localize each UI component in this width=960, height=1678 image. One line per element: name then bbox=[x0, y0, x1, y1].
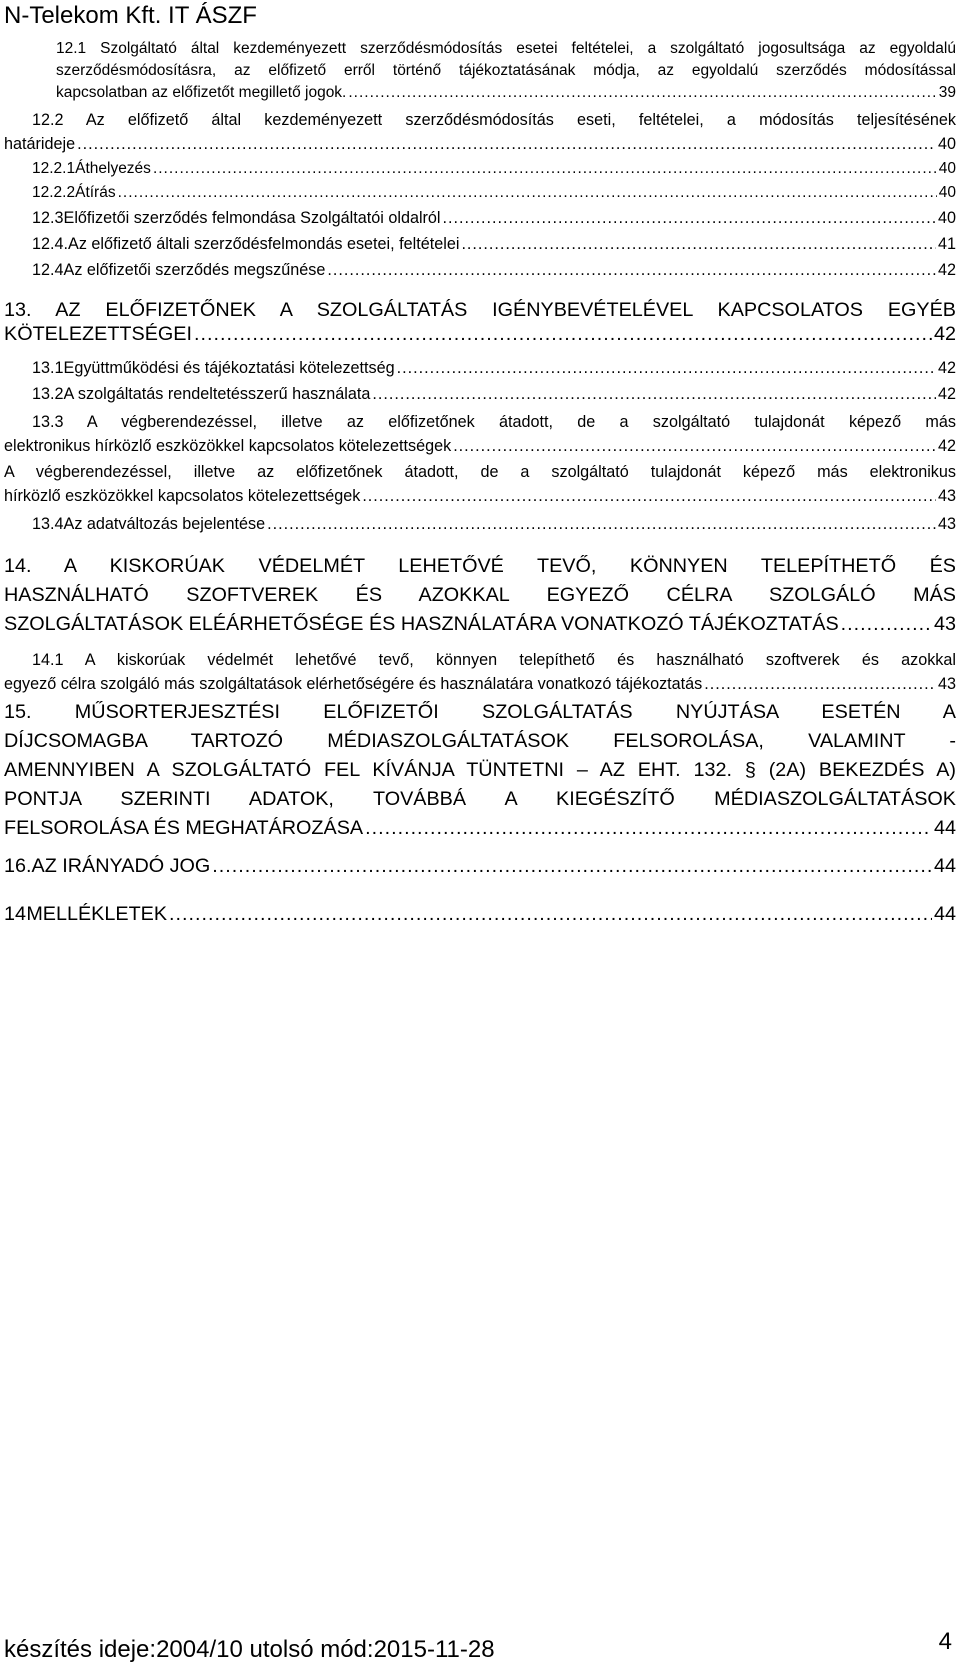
toc-entry-title: A szolgáltatás rendeltetésszerű használata bbox=[63, 385, 371, 403]
toc-leader-dots bbox=[461, 232, 936, 256]
toc-page-number: 40 bbox=[938, 160, 956, 177]
toc-page-number: 42 bbox=[933, 323, 956, 345]
toc-page-number: 40 bbox=[937, 135, 956, 153]
toc-entry-12-2[interactable] bbox=[4, 108, 956, 156]
toc-entry-line: 12.2 Az előfizető által kezdeményezett szerződésmódosítás eseti, feltételei, a módosítás teljesítésének bbox=[32, 111, 956, 129]
toc-page-number: 42 bbox=[937, 385, 956, 403]
toc-entry-line: 12.1 Szolgáltató által kezdeményezett szerződésmódosítás esetei feltételei, a szolgáltató jogosultsága az egyoldalú bbox=[56, 40, 956, 57]
toc-page-number: 44 bbox=[933, 817, 956, 839]
toc-entry-line: 13. AZ ELŐFIZETŐNEK A SZOLGÁLTATÁS IGÉNYBEVÉTELÉVEL KAPCSOLATOS EGYÉB bbox=[4, 299, 956, 321]
footer-meta: készítés ideje:2004/10 utolsó mód:2015-11-28 bbox=[4, 1636, 495, 1663]
toc-entry-line: 14. A KISKORÚAK VÉDELMÉT LEHETŐVÉ TEVŐ, KÖNNYEN TELEPÍTHETŐ ÉS bbox=[4, 555, 956, 577]
toc-entry-number: 12.2.1 bbox=[32, 160, 76, 177]
toc-entry-12-1[interactable] bbox=[4, 38, 956, 104]
toc-page-number: 42 bbox=[937, 359, 956, 377]
toc-leader-dots bbox=[365, 814, 932, 843]
toc-entry-14-mellekletek[interactable] bbox=[4, 900, 956, 929]
toc-leader-dots bbox=[327, 258, 936, 282]
toc-entry-number: 12.4. bbox=[32, 235, 69, 253]
toc-entry-line: kapcsolatban az előfizetőt megillető jogok. bbox=[56, 84, 347, 101]
toc-entry-title: Az előfizető általi szerződésfelmondás esetei, feltételei bbox=[68, 235, 460, 253]
toc-entry-number: 13.2 bbox=[32, 385, 64, 403]
toc-entry-line: 15. MŰSORTERJESZTÉSI ELŐFIZETŐI SZOLGÁLTATÁS NYÚJTÁSA ESETÉN A bbox=[4, 701, 956, 723]
toc-leader-dots bbox=[397, 356, 936, 380]
toc-leader-dots bbox=[212, 852, 932, 881]
toc-entry-title: Az előfizetői szerződés megszűnése bbox=[63, 261, 326, 279]
toc-leader-dots bbox=[118, 182, 937, 204]
toc-page-number: 41 bbox=[937, 235, 956, 253]
toc-entry-title: Áthelyezés bbox=[75, 160, 151, 177]
toc-leader-dots bbox=[841, 610, 932, 639]
toc-entry-line: AMENNYIBEN A SZOLGÁLTATÓ FEL KÍVÁNJA TÜNTETNI – AZ EHT. 132. § (2A) BEKEZDÉS A) bbox=[4, 759, 956, 781]
toc-entry-line: SZOLGÁLTATÁSOK ELÉÁRHETŐSÉGE ÉS HASZNÁLATÁRA VONATKOZÓ TÁJÉKOZTATÁS bbox=[4, 613, 839, 635]
toc-entry-13-3-alt[interactable] bbox=[4, 460, 956, 508]
toc-page-number: 42 bbox=[937, 437, 956, 455]
toc-leader-dots bbox=[372, 382, 936, 406]
toc-entry-line: határideje bbox=[4, 135, 76, 153]
toc-entry-14-1[interactable] bbox=[4, 648, 956, 696]
toc-entry-number: 12.3 bbox=[32, 209, 64, 227]
toc-entry-13-4[interactable] bbox=[4, 512, 956, 536]
toc-page-number: 43 bbox=[937, 675, 956, 693]
toc-leader-dots bbox=[153, 158, 937, 180]
document-header: N-Telekom Kft. IT ÁSZF bbox=[4, 2, 257, 29]
toc-entry-line: egyező célra szolgáló más szolgáltatások elérhetőségére és használatára vonatkozó tájékoztatás bbox=[4, 675, 703, 693]
toc-leader-dots bbox=[348, 82, 936, 104]
toc-entry-line: hírközlő eszközökkel kapcsolatos kötelezettségek bbox=[4, 487, 361, 505]
toc-entry-title: Előfizetői szerződés felmondása Szolgáltatói oldalról bbox=[63, 209, 441, 227]
toc-leader-dots bbox=[267, 512, 936, 536]
toc-entry-line: 14.1 A kiskorúak védelmét lehetővé tevő, könnyen telepíthető és használható szoftverek és azokkal bbox=[32, 651, 956, 669]
toc-entry-13[interactable] bbox=[4, 298, 956, 346]
toc-entry-13-1[interactable] bbox=[4, 356, 956, 380]
toc-entry-number: 12.2.2 bbox=[32, 184, 76, 201]
toc-page-number: 42 bbox=[937, 261, 956, 279]
toc-page-number: 43 bbox=[937, 487, 956, 505]
toc-leader-dots bbox=[194, 322, 932, 346]
toc-entry-line: DÍJCSOMAGBA TARTOZÓ MÉDIASZOLGÁLTATÁSOK FELSOROLÁSA, VALAMINT - bbox=[4, 730, 956, 752]
toc-entry-line: HASZNÁLHATÓ SZOFTVEREK ÉS AZOKKAL EGYEZŐ CÉLRA SZOLGÁLÓ MÁS bbox=[4, 584, 956, 606]
toc-entry-line: szerződésmódosításra, az előfizető erről történő tájékoztatásának módja, az egyoldalú szerződés módosítással bbox=[56, 62, 956, 79]
toc-entry-number: 13.4 bbox=[32, 515, 64, 533]
toc-entry-number: 12.4 bbox=[32, 261, 64, 279]
toc-entry-12-4[interactable] bbox=[4, 258, 956, 282]
toc-entry-14[interactable] bbox=[4, 552, 956, 639]
toc-entry-13-2[interactable] bbox=[4, 382, 956, 406]
toc-entry-line: PONTJA SZERINTI ADATOK, TOVÁBBÁ A KIEGÉSZÍTŐ MÉDIASZOLGÁLTATÁSOK bbox=[4, 788, 956, 810]
toc-leader-dots bbox=[362, 484, 936, 508]
toc-page-number: 40 bbox=[937, 209, 956, 227]
toc-entry-line: KÖTELEZETTSÉGEI bbox=[4, 323, 192, 345]
toc-page-number: 40 bbox=[938, 184, 956, 201]
toc-entry-12-2-1[interactable] bbox=[4, 158, 956, 180]
toc-entry-line: A végberendezéssel, illetve az előfizetőnek átadott, de a szolgáltató tulajdonát képező más elektronikus bbox=[4, 463, 956, 481]
toc-entry-title: AZ IRÁNYADÓ JOG bbox=[31, 855, 211, 877]
toc-entry-number: 13.1 bbox=[32, 359, 64, 377]
toc-entry-line: FELSOROLÁSA ÉS MEGHATÁROZÁSA bbox=[4, 817, 364, 839]
toc-leader-dots bbox=[453, 434, 936, 458]
toc-leader-dots bbox=[443, 206, 936, 230]
toc-leader-dots bbox=[77, 132, 936, 156]
toc-page-number: 43 bbox=[933, 613, 956, 635]
toc-entry-16[interactable] bbox=[4, 852, 956, 881]
toc-entry-13-3[interactable] bbox=[4, 410, 956, 458]
toc-leader-dots bbox=[169, 900, 932, 929]
toc-page-number: 44 bbox=[933, 855, 956, 877]
toc-entry-line: 13.3 A végberendezéssel, illetve az előfizetőnek átadott, de a szolgáltató tulajdonát képező más bbox=[32, 413, 956, 431]
toc-entry-12-2-2[interactable] bbox=[4, 182, 956, 204]
toc-entry-number: 14 bbox=[4, 903, 27, 925]
toc-entry-12-3[interactable] bbox=[4, 206, 956, 230]
toc-entry-15[interactable] bbox=[4, 698, 956, 843]
toc-entry-title: Az adatváltozás bejelentése bbox=[63, 515, 266, 533]
toc-entry-title: Átírás bbox=[75, 184, 116, 201]
toc-entry-line: elektronikus hírközlő eszközökkel kapcsolatos kötelezettségek bbox=[4, 437, 452, 455]
toc-entry-title: Együttműködési és tájékoztatási kötelezettség bbox=[63, 359, 395, 377]
toc-leader-dots bbox=[704, 672, 936, 696]
toc-entry-title: MELLÉKLETEK bbox=[26, 903, 168, 925]
toc-entry-12-4-dot[interactable] bbox=[4, 232, 956, 256]
toc-entry-number: 16. bbox=[4, 855, 32, 877]
toc-page-number: 43 bbox=[937, 515, 956, 533]
toc-page-number: 44 bbox=[933, 903, 956, 925]
page-number: 4 bbox=[938, 1628, 952, 1655]
toc-page-number: 39 bbox=[938, 84, 956, 101]
